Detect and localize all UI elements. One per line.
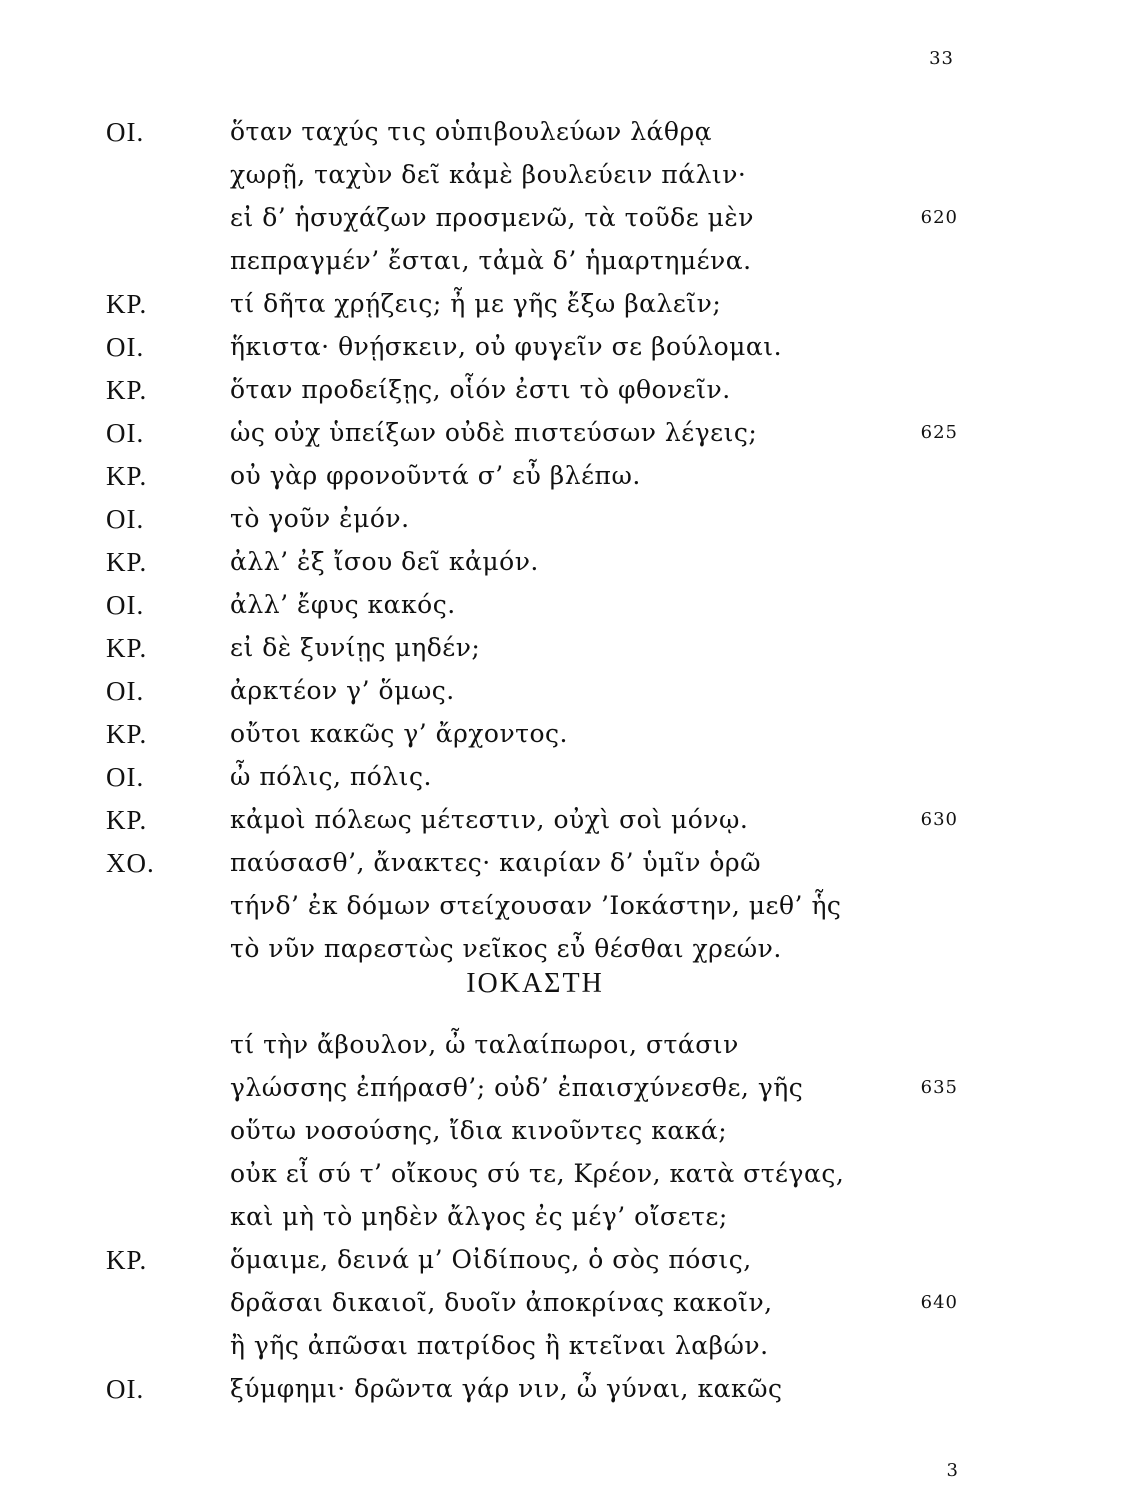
verse-text: εἰ δὲ ξυνίῃς μηδέν; xyxy=(230,633,481,662)
verse-text: εἰ δ’ ἡσυχάζων προσμενῶ, τὰ τοῦδε μὲν xyxy=(230,203,754,232)
speaker-label: ΚΡ. xyxy=(106,461,148,491)
verse-text: ξύμφημι· δρῶντα γάρ νιν, ὦ γύναι, κακῶς xyxy=(230,1374,783,1403)
verse-line xyxy=(0,155,1124,195)
speaker-label: ΟΙ. xyxy=(106,418,145,448)
speaker-label: ΟΙ. xyxy=(106,504,145,534)
verse-line xyxy=(0,1111,1124,1151)
verse-line xyxy=(0,585,1124,625)
verse-line xyxy=(0,413,1124,453)
verse-text: ὡς οὐχ ὑπείξων οὐδὲ πιστεύσων λέγεις; xyxy=(230,418,758,447)
speaker-label: ΟΙ. xyxy=(106,332,145,362)
verse-line xyxy=(0,456,1124,496)
verse-line xyxy=(0,1154,1124,1194)
verse-text: γλώσσης ἐπήρασθ’; οὐδ’ ἐπαισχύνεσθε, γῆς xyxy=(230,1073,804,1102)
verse-text: οὐκ εἶ σύ τ’ οἴκους σύ τε, Κρέον, κατὰ στέγας, xyxy=(230,1159,845,1188)
verse-text: ἀλλ’ ἔφυς κακός. xyxy=(230,590,456,619)
verse-line xyxy=(0,929,1124,969)
verse-line xyxy=(0,1068,1124,1108)
verse-text: ἀρκτέον γ’ ὅμως. xyxy=(230,676,455,705)
line-number: 640 xyxy=(920,1292,958,1313)
speaker-label: ΚΡ. xyxy=(106,547,148,577)
speaker-label: ΟΙ. xyxy=(106,762,145,792)
verse-line xyxy=(0,542,1124,582)
verse-text: οὔτοι κακῶς γ’ ἄρχοντος. xyxy=(230,719,568,748)
speaker-label: ΚΡ. xyxy=(106,289,148,319)
verse-text: οὐ γὰρ φρονοῦντά σ’ εὖ βλέπω. xyxy=(230,461,641,490)
verse-line xyxy=(0,1326,1124,1366)
verse-line xyxy=(0,327,1124,367)
verse-line xyxy=(0,886,1124,926)
verse-line xyxy=(0,241,1124,281)
speaker-label: ΚΡ. xyxy=(106,1245,148,1275)
speaker-label: ΚΡ. xyxy=(106,719,148,749)
speaker-label: ΟΙ. xyxy=(106,117,145,147)
verse-text: ἢ γῆς ἀπῶσαι πατρίδος ἢ κτεῖναι λαβών. xyxy=(230,1331,769,1360)
verse-line xyxy=(0,1283,1124,1323)
verse-text: κἀμοὶ πόλεως μέτεστιν, οὐχὶ σοὶ μόνῳ. xyxy=(230,805,749,834)
speaker-label: ΟΙ. xyxy=(106,676,145,706)
speaker-label: ΟΙ. xyxy=(106,1374,145,1404)
verse-line xyxy=(0,198,1124,238)
verse-text: τήνδ’ ἐκ δόμων στείχουσαν ’Ιοκάστην, μεθ’ ἧς xyxy=(230,891,842,920)
verse-line xyxy=(0,1240,1124,1280)
line-number: 630 xyxy=(920,809,958,830)
verse-text: ὅταν προδείξῃς, οἷόν ἐστι τὸ φθονεῖν. xyxy=(230,375,731,404)
verse-text: οὕτω νοσούσης, ἴδια κινοῦντες κακά; xyxy=(230,1116,728,1145)
verse-line xyxy=(0,112,1124,152)
verse-line xyxy=(0,843,1124,883)
line-number: 625 xyxy=(920,422,958,443)
speaker-label: ΚΡ. xyxy=(106,633,148,663)
verse-text: χωρῇ, ταχὺν δεῖ κἀμὲ βουλεύειν πάλιν· xyxy=(230,160,747,189)
verse-text: ὅμαιμε, δεινά μ’ Οἰδίπους, ὁ σὸς πόσις, xyxy=(230,1245,752,1274)
speaker-heading: ΙΟΚΑΣΤΗ xyxy=(466,968,604,999)
signature-mark: 3 xyxy=(946,1460,958,1481)
speaker-label: ΧΟ. xyxy=(106,848,155,878)
verse-line xyxy=(0,628,1124,668)
verse-line xyxy=(0,1025,1124,1065)
speaker-label: ΟΙ. xyxy=(106,590,145,620)
verse-line xyxy=(0,1197,1124,1237)
verse-text: ὦ πόλις, πόλις. xyxy=(230,762,432,791)
verse-text: τί δῆτα χρῄζεις; ἦ με γῆς ἔξω βαλεῖν; xyxy=(230,289,722,318)
verse-line xyxy=(0,757,1124,797)
verse-text: ἀλλ’ ἐξ ἴσου δεῖ κἀμόν. xyxy=(230,547,539,576)
verse-text: δρᾶσαι δικαιοῖ, δυοῖν ἀποκρίνας κακοῖν, xyxy=(230,1288,773,1317)
verse-text: πεπραγμέν’ ἔσται, τἀμὰ δ’ ἡμαρτημένα. xyxy=(230,246,752,275)
page-number: 33 xyxy=(929,48,954,69)
verse-text: καὶ μὴ τὸ μηδὲν ἄλγος ἐς μέγ’ οἴσετε; xyxy=(230,1202,728,1231)
line-number: 635 xyxy=(920,1077,958,1098)
verse-text: ὅταν ταχύς τις οὑπιβουλεύων λάθρᾳ xyxy=(230,117,713,146)
verse-line xyxy=(0,370,1124,410)
verse-text: τὸ γοῦν ἐμόν. xyxy=(230,504,410,533)
verse-text: τὸ νῦν παρεστὼς νεῖκος εὖ θέσθαι χρεών. xyxy=(230,934,782,963)
verse-text: ἥκιστα· θνῄσκειν, οὐ φυγεῖν σε βούλομαι. xyxy=(230,332,783,361)
verse-line xyxy=(0,1369,1124,1409)
verse-line xyxy=(0,284,1124,324)
line-number: 620 xyxy=(920,207,958,228)
verse-line xyxy=(0,800,1124,840)
verse-line xyxy=(0,499,1124,539)
verse-line xyxy=(0,671,1124,711)
verse-line xyxy=(0,714,1124,754)
speaker-label: ΚΡ. xyxy=(106,375,148,405)
speaker-label: ΚΡ. xyxy=(106,805,148,835)
verse-text: τί τὴν ἄβουλον, ὦ ταλαίπωροι, στάσιν xyxy=(230,1030,739,1059)
verse-text: παύσασθ’, ἄνακτες· καιρίαν δ’ ὑμῖν ὁρῶ xyxy=(230,848,761,877)
